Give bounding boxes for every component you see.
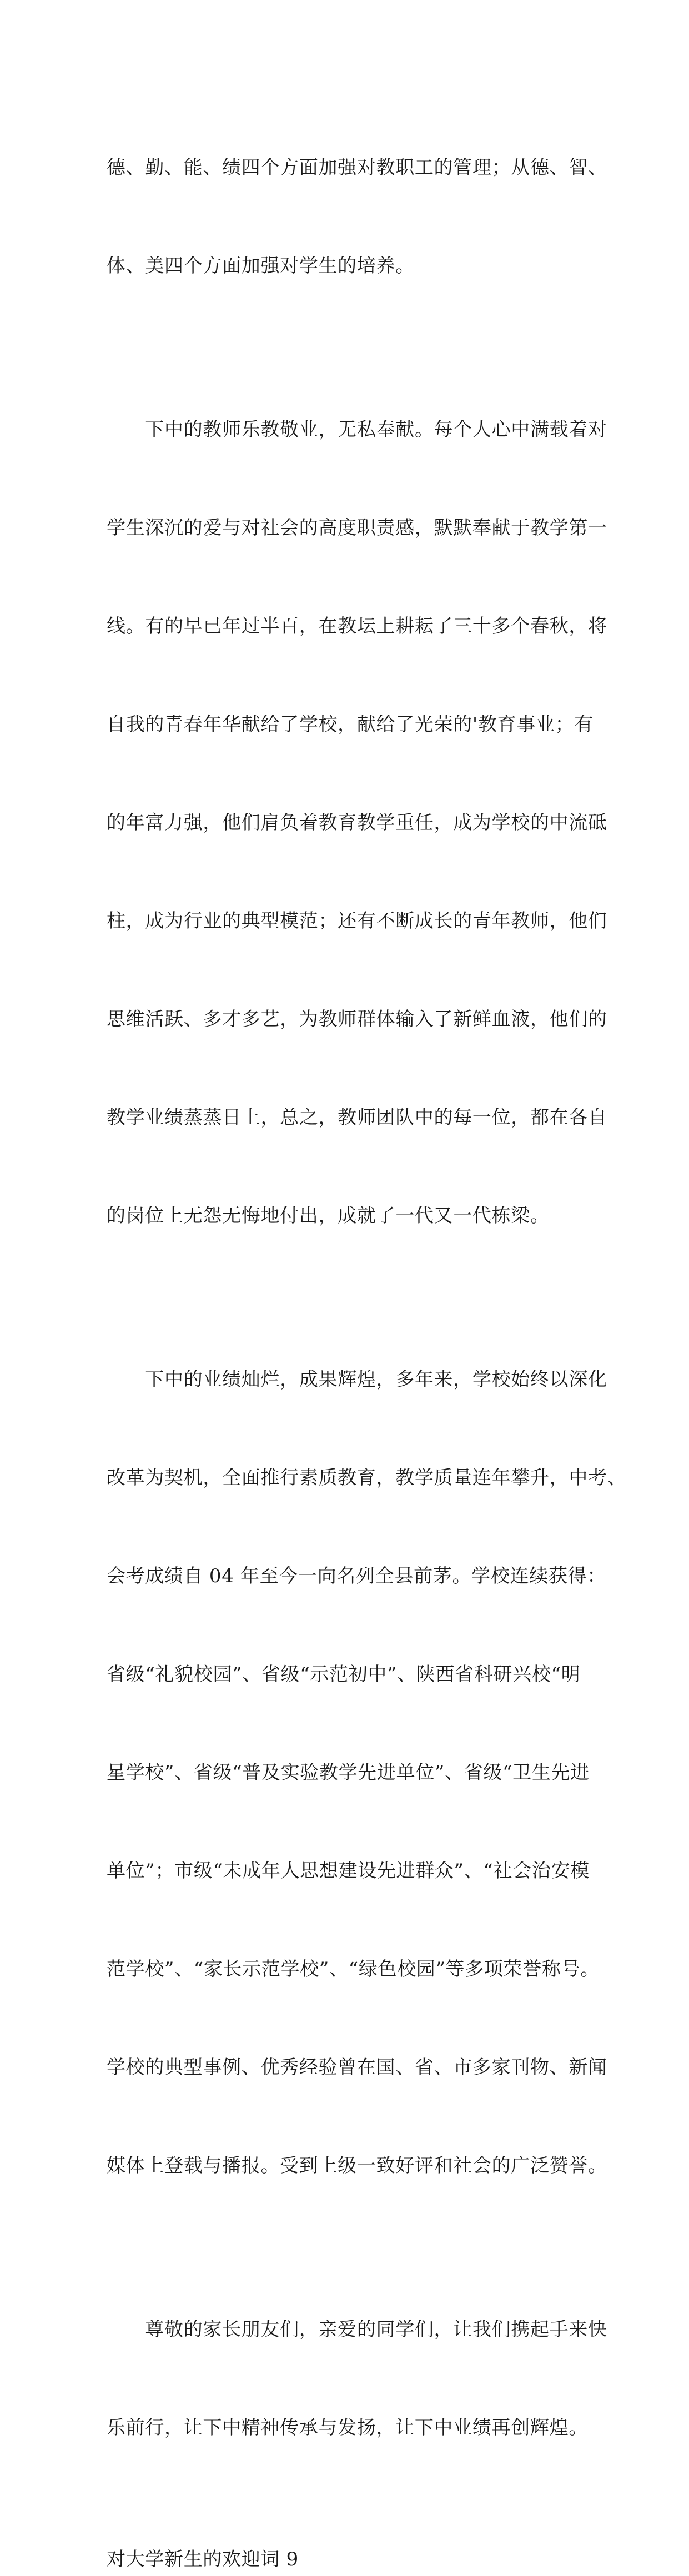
text-line: 媒体上登载与播报。受到上级一致好评和社会的广泛赞誉。 [107, 2155, 607, 2177]
text-line: 的岗位上无怨无悔地付出，成就了一代又一代栋梁。 [107, 1205, 550, 1227]
paragraph-3 [107, 1298, 627, 2248]
text-line: 单位”；市级“未成年人思想建设先进群众”、“社会治安模 [107, 1860, 590, 1882]
section-heading: 对大学新生的欢迎词 9 [107, 2548, 299, 2570]
text-line: 自我的青春年华献给了学校，献给了光荣的'教育事业；有 [107, 713, 594, 736]
text-line: 乐前行，让下中精神传承与发扬，让下中业绩再创辉煌。 [107, 2417, 588, 2439]
paragraph-4 [107, 2248, 607, 2510]
document-body [107, 86, 627, 2576]
text-line: 范学校”、“家长示范学校”、“绿色校园”等多项荣誉称号。 [107, 1958, 600, 1980]
text-line: 下中的教师乐教敬业，无私奉献。每个人心中满载着对 [107, 419, 607, 441]
text-line: 省级“礼貌校园”、省级“示范初中”、陕西省科研兴校“明 [107, 1663, 581, 1686]
text-line: 会考成绩自 04 年至今一向名列全县前茅。学校连续获得： [107, 1565, 606, 1587]
text-line: 改革为契机，全面推行素质教育，教学质量连年攀升，中考、 [107, 1467, 627, 1489]
text-line: 学生深沉的爱与对社会的高度职责感，默默奉献于教学第一 [107, 517, 607, 539]
text-line: 线。有的早已年过半百，在教坛上耕耘了三十多个春秋，将 [107, 615, 607, 637]
paragraph-2 [107, 348, 607, 1298]
text-line: 德、勤、能、绩四个方面加强对教职工的管理；从德、智、 [107, 157, 607, 179]
text-line: 尊敬的家长朋友们，亲爱的同学们，让我们携起手来快 [107, 2318, 607, 2341]
paragraph-spacer [107, 2510, 595, 2543]
text-line: 学校的典型事例、优秀经验曾在国、省、市多家刊物、新闻 [107, 2056, 607, 2079]
text-line: 教学业绩蒸蒸日上，总之，教师团队中的每一位，都在各自 [107, 1106, 607, 1129]
text-line: 思维活跃、多才多艺，为教师群体输入了新鲜血液，他们的 [107, 1008, 607, 1030]
paragraph-1 [107, 86, 607, 348]
text-line: 柱，成为行业的典型模范；还有不断成长的青年教师，他们 [107, 910, 607, 932]
text-line: 星学校”、省级“普及实验教学先进单位”、省级“卫生先进 [107, 1762, 590, 1784]
text-line: 下中的业绩灿烂，成果辉煌，多年来，学校始终以深化 [107, 1368, 607, 1391]
text-line: 体、美四个方面加强对学生的培养。 [107, 255, 415, 277]
text-line: 的年富力强，他们肩负着教育教学重任，成为学校的中流砥 [107, 812, 607, 834]
